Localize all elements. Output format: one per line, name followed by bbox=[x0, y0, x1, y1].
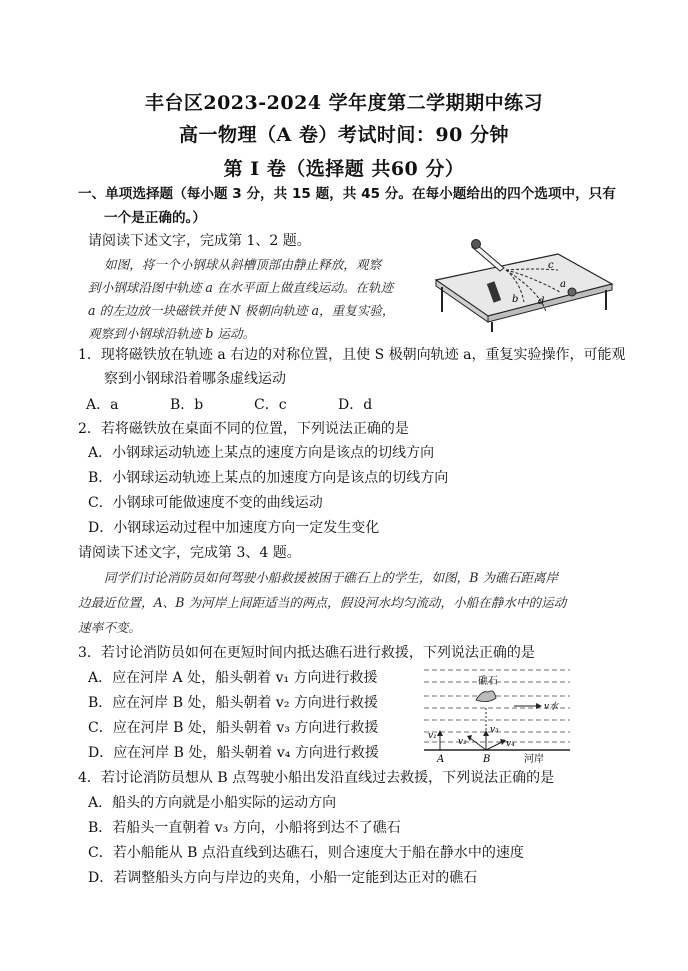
q4-stem: 4．若讨论消防员想从 B 点驾驶小船出发沿直线过去救援，下列说法正确的是 bbox=[78, 770, 555, 786]
river-bank-label: 河岸 bbox=[524, 754, 544, 765]
q2-option-d[interactable]: D．小钢球运动过程中加速度方向一定发生变化 bbox=[88, 520, 380, 536]
exam-title: 丰台区2023-2024 学年度第二学期期中练习 bbox=[144, 92, 544, 114]
v3-label: v₃ bbox=[490, 725, 499, 735]
q4-option-d[interactable]: D．若调整船头方向与岸边的夹角，小船一定能到达正对的礁石 bbox=[88, 870, 478, 886]
q1-option-b[interactable]: B．b bbox=[170, 397, 204, 413]
q1-option-c[interactable]: C．c bbox=[254, 397, 287, 413]
q4-option-b[interactable]: B．若船头一直朝着 v₃ 方向，小船将到达不了礁石 bbox=[88, 820, 401, 836]
section-heading: 一、单项选择题（每小题 3 分，共 15 题，共 45 分。在每小题给出的四个选项中，只有 bbox=[78, 186, 616, 202]
reef-label: 礁石 bbox=[478, 676, 498, 687]
passage-line: 到小钢球沿图中轨迹 a 在水平面上做直线运动。在轨迹 bbox=[88, 280, 394, 295]
v2-label: v₂ bbox=[458, 737, 467, 747]
trajectory-label-d: d bbox=[538, 296, 545, 307]
q2-option-b[interactable]: B．小钢球运动轨迹上某点的加速度方向是该点的切线方向 bbox=[88, 470, 449, 486]
q2-stem: 2．若将磁铁放在桌面不同的位置，下列说法正确的是 bbox=[78, 421, 409, 437]
passage-line: 观察到小钢球沿轨迹 b 运动。 bbox=[88, 326, 256, 341]
passage-line: a 的左边放一块磁铁并使 N 极朝向轨迹 a，重复实验， bbox=[88, 303, 395, 318]
river-figure bbox=[424, 662, 570, 766]
trajectory-label-c: c bbox=[548, 260, 554, 271]
flow-velocity-label: v水 bbox=[544, 702, 559, 712]
q2-option-c[interactable]: C．小钢球可能做速度不变的曲线运动 bbox=[88, 495, 323, 511]
q3-option-b[interactable]: B．应在河岸 B 处，船头朝着 v₂ 方向进行救援 bbox=[88, 695, 378, 711]
reading-intro-2: 请阅读下述文字，完成第 3、4 题。 bbox=[78, 545, 301, 561]
passage-line: 如图，将一个小钢球从斜槽顶部由静止释放，观察 bbox=[104, 257, 382, 272]
trajectory-label-a: a bbox=[560, 279, 566, 290]
q1-option-a[interactable]: A．a bbox=[86, 397, 119, 413]
exam-subtitle: 高一物理（A 卷）考试时间：90 分钟 bbox=[179, 124, 509, 146]
q2-option-a[interactable]: A．小钢球运动轨迹上某点的速度方向是该点的切线方向 bbox=[88, 445, 435, 461]
chute-figure bbox=[428, 232, 616, 332]
q3-option-a[interactable]: A．应在河岸 A 处，船头朝着 v₁ 方向进行救援 bbox=[88, 670, 378, 686]
section-heading-cont: 一个是正确的。） bbox=[104, 210, 206, 226]
v4-label: v₄ bbox=[506, 739, 515, 749]
q1-stem: 1．现将磁铁放在轨迹 a 右边的对称位置，且使 S 极朝向轨迹 a，重复实验操作，可能观 bbox=[78, 347, 626, 363]
point-a-label: A bbox=[437, 754, 445, 765]
q4-option-c[interactable]: C．若小船能从 B 点沿直线到达礁石，则合速度大于船在静水中的速度 bbox=[88, 845, 524, 861]
point-b-label: B bbox=[483, 754, 491, 765]
passage-line: 边最近位置，A、B 为河岸上间距适当的两点，假设河水均匀流动，小船在静水中的运动 bbox=[78, 595, 567, 610]
q3-option-c[interactable]: C．应在河岸 B 处，船头朝着 v₃ 方向进行救援 bbox=[88, 720, 379, 736]
q3-option-d[interactable]: D．应在河岸 B 处，船头朝着 v₄ 方向进行救援 bbox=[88, 745, 379, 761]
passage-line: 速率不变。 bbox=[78, 620, 141, 635]
v1-label: v₁ bbox=[428, 731, 437, 741]
q4-option-a[interactable]: A．船头的方向就是小船实际的运动方向 bbox=[88, 795, 337, 811]
q1-stem-cont: 察到小钢球沿着哪条虚线运动 bbox=[104, 371, 286, 387]
passage-line: 同学们讨论消防员如何驾驶小船救援被困于礁石上的学生，如图，B 为礁石距离岸 bbox=[104, 570, 559, 585]
part-title: 第 I 卷（选择题 共60 分） bbox=[223, 158, 465, 180]
q3-stem: 3．若讨论消防员如何在更短时间内抵达礁石进行救援，下列说法正确的是 bbox=[78, 645, 535, 661]
q1-option-d[interactable]: D．d bbox=[338, 397, 373, 413]
q1-options bbox=[86, 394, 422, 414]
trajectory-label-b: b bbox=[512, 294, 519, 305]
reading-intro-1: 请阅读下述文字，完成第 1、2 题。 bbox=[88, 233, 311, 249]
